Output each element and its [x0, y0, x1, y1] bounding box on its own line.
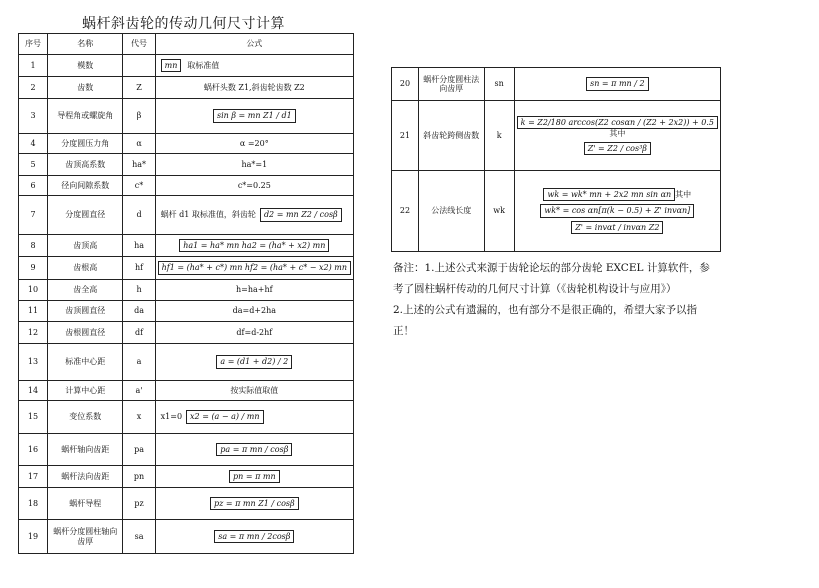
table-row [19, 520, 354, 554]
table-row [19, 99, 354, 134]
row-code: d [123, 196, 155, 235]
row-code: c* [123, 176, 155, 196]
notes [393, 258, 713, 342]
row-no: 13 [19, 344, 48, 381]
header-formula: 公式 [155, 34, 353, 55]
table-row [19, 134, 354, 154]
row-no: 21 [392, 101, 419, 171]
row-formula [155, 134, 353, 154]
row-formula [514, 101, 720, 171]
formula-text: 按实际值取值 [230, 385, 279, 395]
table-row [19, 301, 354, 322]
row-name: 齿顶高系数 [48, 154, 123, 176]
page-title: 蜗杆斜齿轮的传动几何尺寸计算 [82, 16, 285, 32]
row-no: 15 [19, 401, 48, 434]
formula-text: ha*=1 [241, 159, 268, 169]
row-formula [155, 488, 353, 520]
row-no: 4 [19, 134, 48, 154]
row-formula [155, 99, 353, 134]
row-no: 14 [19, 381, 48, 401]
row-formula [155, 77, 353, 99]
note-1: 备注：1.上述公式来源于齿轮论坛的部分齿轮 EXCEL 计算软件，参考了圆柱蜗杆传动的几何尺寸计算（《齿轮机构设计与应用》） [393, 262, 710, 295]
row-no: 20 [392, 68, 419, 101]
formula-box: k = Z2/180 arccos(Z2 cosαn / (Z2 + 2x2)) + 0.5 [517, 116, 718, 130]
row-name: 分度圆直径 [48, 196, 123, 235]
row-no: 22 [392, 171, 419, 252]
row-formula [155, 257, 353, 280]
formula-box: wk = wk* mn + 2x2 mn sin αn [543, 188, 675, 202]
row-name: 径向间隙系数 [48, 176, 123, 196]
table-row [19, 434, 354, 466]
formula-box: Z' = Z2 / cos³β [584, 142, 651, 156]
table-row [19, 55, 354, 77]
row-formula [155, 196, 353, 235]
formula-text: c*=0.25 [237, 180, 271, 190]
row-name: 齿数 [48, 77, 123, 99]
table-row [19, 77, 354, 99]
row-name: 公法线长度 [418, 171, 484, 252]
formula-box: mn [161, 59, 182, 73]
formula-box: pz = π mn Z1 / cosβ [210, 497, 299, 511]
row-code: Z [123, 77, 155, 99]
formula-box: hf1 = (ha* + c*) mn hf2 = (ha* + c* − x2) mn [158, 261, 351, 275]
formula-box: sa = π mn / 2cosβ [214, 530, 294, 544]
row-formula [155, 434, 353, 466]
row-formula [155, 280, 353, 301]
row-code: α [123, 134, 155, 154]
formula-box: d2 = mn Z2 / cosβ [260, 208, 342, 222]
row-code: df [123, 322, 155, 344]
table-row [19, 280, 354, 301]
row-code: ha [123, 235, 155, 257]
row-name: 蜗杆分度圆柱轴向齿厚 [48, 520, 123, 554]
row-name: 蜗杆分度圆柱法向齿厚 [418, 68, 484, 101]
row-formula [155, 344, 353, 381]
row-code: ha* [123, 154, 155, 176]
row-name: 蜗杆法向齿距 [48, 466, 123, 488]
row-name: 齿根圆直径 [48, 322, 123, 344]
formula-box: sin β = mn Z1 / d1 [213, 109, 296, 123]
row-name: 蜗杆导程 [48, 488, 123, 520]
row-formula [155, 301, 353, 322]
row-name: 模数 [48, 55, 123, 77]
formula-box: sn = π mn / 2 [586, 77, 648, 91]
header-code: 代号 [123, 34, 155, 55]
formula-box: ha1 = ha* mn ha2 = (ha* + x2) mn [179, 239, 329, 253]
row-no: 17 [19, 466, 48, 488]
formula-box: x2 = (a − a) / mn [186, 410, 263, 424]
row-code: pn [123, 466, 155, 488]
formula-line [517, 142, 718, 156]
row-formula [155, 520, 353, 554]
formula-text: x1=0 [160, 412, 183, 422]
table-row [19, 257, 354, 280]
row-code: h [123, 280, 155, 301]
table-row [19, 401, 354, 434]
formula-table-right [391, 67, 721, 252]
row-formula [155, 235, 353, 257]
row-code: sa [123, 520, 155, 554]
formula-text: 蜗杆头数 Z1,斜齿轮齿数 Z2 [203, 82, 305, 92]
formula-line [517, 77, 718, 91]
row-name: 斜齿轮跨侧齿数 [418, 101, 484, 171]
table-row [19, 381, 354, 401]
formula-line [517, 188, 718, 202]
row-name: 齿顶高 [48, 235, 123, 257]
formula-suffix: 其中 [675, 189, 692, 199]
row-name: 齿根高 [48, 257, 123, 280]
table-row [19, 176, 354, 196]
row-code [123, 55, 155, 77]
row-name: 计算中心距 [48, 381, 123, 401]
formula-line [517, 116, 718, 139]
formula-line [517, 221, 718, 235]
row-formula [514, 68, 720, 101]
table-row [19, 322, 354, 344]
row-formula [155, 322, 353, 344]
row-code: pz [123, 488, 155, 520]
formula-line [517, 204, 718, 218]
formula-box: pa = π mn / cosβ [216, 443, 292, 457]
row-name: 齿顶圆直径 [48, 301, 123, 322]
row-no: 11 [19, 301, 48, 322]
row-name: 分度圆压力角 [48, 134, 123, 154]
formula-box: pn = π mn [229, 470, 280, 484]
formula-text: α =20° [239, 138, 269, 148]
table-row [19, 154, 354, 176]
row-code: a' [123, 381, 155, 401]
table-row [392, 101, 721, 171]
row-name: 变位系数 [48, 401, 123, 434]
row-no: 2 [19, 77, 48, 99]
row-no: 5 [19, 154, 48, 176]
formula-box: a = (d1 + d2) / 2 [216, 355, 292, 369]
formula-box: wk* = cos αn[π(k − 0.5) + Z' invαn] [540, 204, 694, 218]
formula-box: Z' = invαt / invαn Z2 [571, 221, 663, 235]
formula-text: 蜗杆 d1 取标准值，斜齿轮 [160, 210, 256, 220]
row-formula [155, 55, 353, 77]
table-row [392, 68, 721, 101]
row-code: da [123, 301, 155, 322]
note-2: 2.上述的公式有遗漏的，也有部分不是很正确的，希望大家予以指正！ [393, 304, 698, 337]
table-row [19, 488, 354, 520]
row-no: 19 [19, 520, 48, 554]
table-row [19, 344, 354, 381]
formula-suffix: 其中 [609, 129, 626, 139]
row-formula [514, 171, 720, 252]
row-formula [155, 401, 353, 434]
row-code: β [123, 99, 155, 134]
row-formula [155, 466, 353, 488]
row-name: 导程角或螺旋角 [48, 99, 123, 134]
row-name: 标准中心距 [48, 344, 123, 381]
row-code: pa [123, 434, 155, 466]
row-code: sn [484, 68, 514, 101]
formula-text: 取标准值 [187, 60, 220, 70]
row-no: 18 [19, 488, 48, 520]
table-row [19, 466, 354, 488]
table-row [392, 171, 721, 252]
row-no: 1 [19, 55, 48, 77]
row-no: 10 [19, 280, 48, 301]
row-formula [155, 381, 353, 401]
table-row [19, 196, 354, 235]
row-code: hf [123, 257, 155, 280]
row-name: 蜗杆轴向齿距 [48, 434, 123, 466]
row-no: 7 [19, 196, 48, 235]
row-formula [155, 154, 353, 176]
row-name: 齿全高 [48, 280, 123, 301]
row-no: 12 [19, 322, 48, 344]
formula-text: df=d-2hf [236, 327, 273, 337]
row-code: x [123, 401, 155, 434]
row-code: a [123, 344, 155, 381]
table-row [19, 235, 354, 257]
row-no: 9 [19, 257, 48, 280]
formula-text: h=ha+hf [236, 285, 273, 295]
row-no: 6 [19, 176, 48, 196]
formula-text: da=d+2ha [232, 306, 277, 316]
row-no: 8 [19, 235, 48, 257]
row-code: k [484, 101, 514, 171]
row-no: 3 [19, 99, 48, 134]
table-header-row [19, 34, 354, 55]
header-no: 序号 [19, 34, 48, 55]
row-no: 16 [19, 434, 48, 466]
formula-table-left [18, 33, 354, 554]
row-code: wk [484, 171, 514, 252]
row-formula [155, 176, 353, 196]
header-name: 名称 [48, 34, 123, 55]
